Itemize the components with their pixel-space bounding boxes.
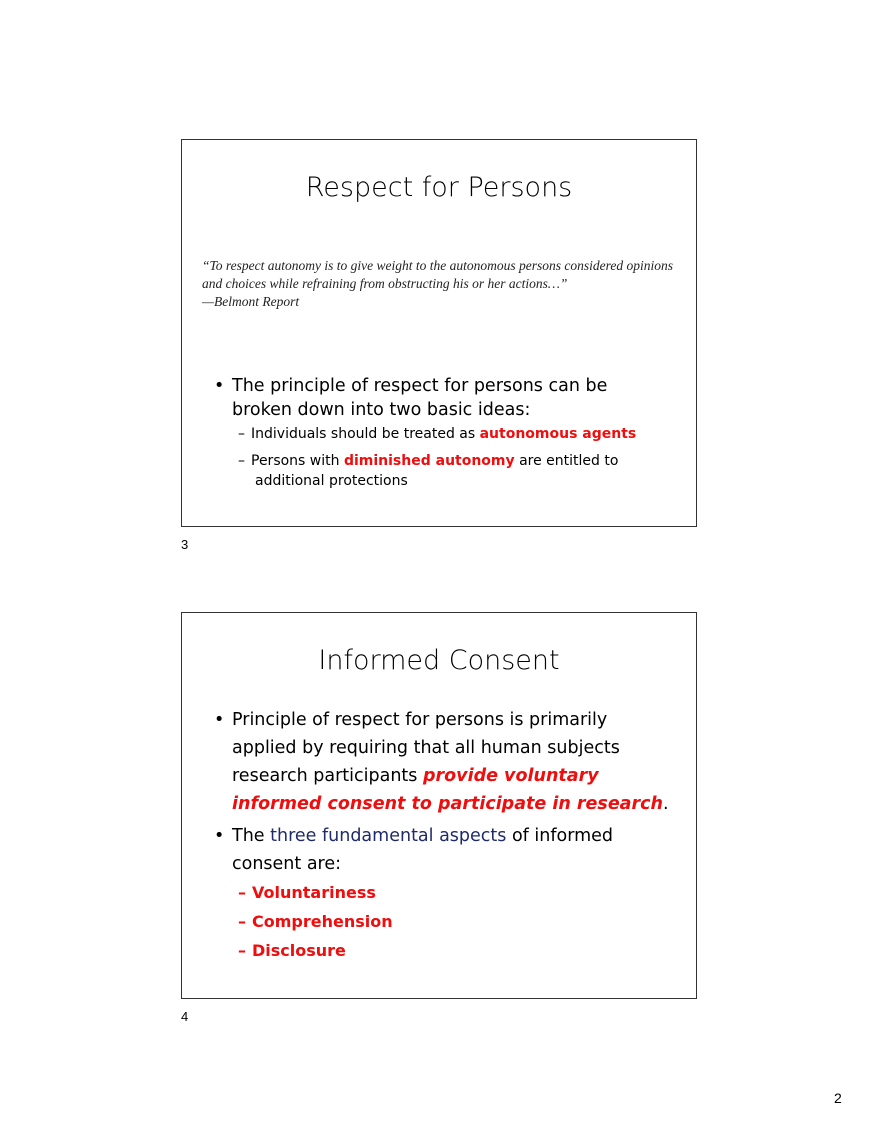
slide-title: Informed Consent [318, 645, 560, 676]
quote-line: “To respect autonomy is to give weight to the autonomous persons considered opinions [202, 258, 673, 273]
dash-icon: – [238, 426, 245, 442]
sub-text: additional protections [255, 473, 408, 489]
bullet-line: broken down into two basic ideas: [232, 400, 531, 420]
bullet [214, 374, 652, 422]
dash-icon: – [238, 883, 246, 902]
slide-informed-consent [181, 612, 697, 999]
aspect-label: Disclosure [252, 941, 346, 960]
bullet-line: of informed [506, 826, 614, 846]
quote-line: and choices while refraining from obstructing his or her actions…” [202, 276, 568, 291]
highlight: three fundamental aspects [270, 826, 507, 846]
bullet-icon: • [214, 826, 225, 846]
aspect-item [238, 883, 678, 902]
bullet-line: The [232, 826, 271, 846]
aspect-item [238, 912, 678, 931]
aspect-item [238, 941, 678, 960]
dash-icon: – [238, 453, 245, 469]
bullet-line: The principle of respect for persons can be [232, 376, 608, 396]
sub-bullet [238, 426, 678, 442]
belmont-quote [202, 257, 692, 311]
slide-title: Respect for Persons [305, 172, 573, 203]
dash-icon: – [238, 912, 246, 931]
bullet-icon: • [214, 376, 225, 396]
highlight: informed consent to participate in research [232, 794, 663, 814]
slide-number: 3 [181, 537, 189, 552]
page-number: 2 [834, 1090, 842, 1106]
aspect-label: Comprehension [252, 912, 393, 931]
bullet-line: applied by requiring that all human subjects [232, 738, 620, 758]
sub-text: Persons with [251, 453, 344, 469]
bullet [214, 706, 672, 818]
aspect-label: Voluntariness [252, 883, 376, 902]
bullet-icon: • [214, 710, 225, 730]
slide-respect-for-persons [181, 139, 697, 527]
highlight: diminished autonomy [343, 453, 515, 469]
sub-text: Individuals should be treated as [251, 426, 480, 442]
highlight: provide voluntary [422, 766, 599, 786]
bullet-line: Principle of respect for persons is primarily [232, 710, 608, 730]
sub-text: are entitled to [514, 453, 619, 469]
highlight: autonomous agents [479, 426, 637, 442]
slide-number: 4 [181, 1009, 189, 1024]
sub-bullet [238, 451, 678, 491]
dash-icon: – [238, 941, 246, 960]
quote-attribution: —Belmont Report [202, 294, 300, 309]
bullet-line: . [662, 794, 669, 814]
bullet-line: consent are: [232, 854, 342, 874]
bullet-line: research participants [232, 766, 423, 786]
bullet [214, 822, 672, 878]
